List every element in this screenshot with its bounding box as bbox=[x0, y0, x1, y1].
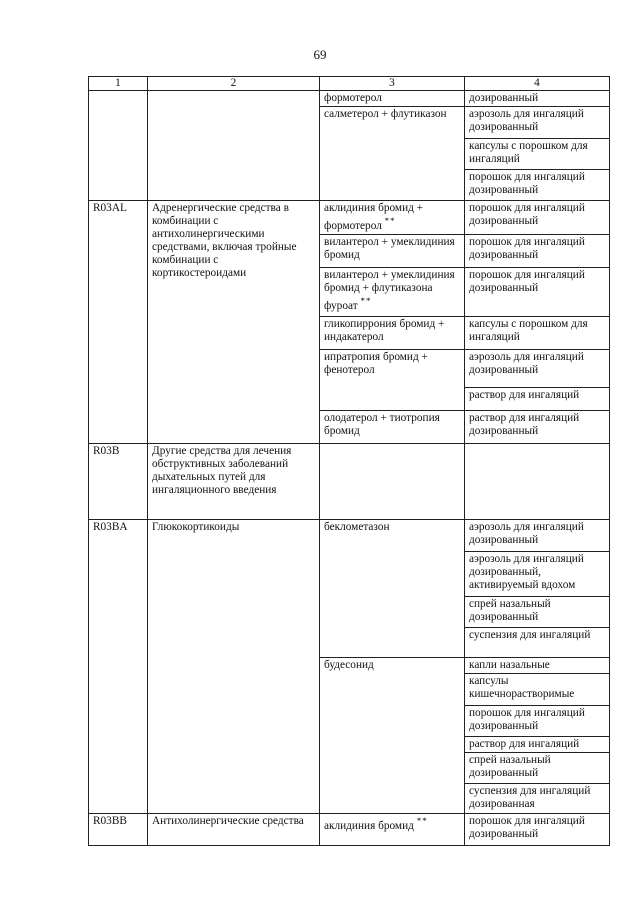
dosage-form-cell: капсулы кишечнорастворимые bbox=[465, 674, 610, 706]
footnote-mark: ** bbox=[416, 816, 428, 826]
table-header-row bbox=[89, 77, 610, 91]
column-header: 2 bbox=[148, 77, 320, 91]
dosage-form-cell: аэрозоль для ингаляций дозированный bbox=[465, 350, 610, 388]
dosage-form-cell: раствор для ингаляций дозированный bbox=[465, 411, 610, 444]
code-cell bbox=[89, 91, 148, 201]
dosage-form-cell: аэрозоль для ингаляций дозированный bbox=[465, 107, 610, 139]
dosage-form-cell: суспензия для ингаляций bbox=[465, 628, 610, 658]
dosage-form-cell: раствор для ингаляций bbox=[465, 737, 610, 753]
dosage-form-cell: порошок для ингаляций дозированный bbox=[465, 706, 610, 737]
drug-name-cell bbox=[320, 444, 465, 520]
code-cell: R03B bbox=[89, 444, 148, 520]
dosage-form-cell: порошок для ингаляций дозированный bbox=[465, 170, 610, 201]
group-cell: Антихолинергические средства bbox=[148, 814, 320, 846]
group-cell: Другие средства для лечения обструктивных заболеваний дыхательных путей для ингаляционного введения bbox=[148, 444, 320, 520]
group-cell bbox=[148, 91, 320, 201]
drug-name-cell bbox=[320, 201, 465, 235]
table-row bbox=[89, 444, 610, 520]
dosage-form-cell: порошок для ингаляций дозированный bbox=[465, 814, 610, 846]
drug-name: аклидиния бромид bbox=[324, 819, 414, 832]
group-cell: Глюкокортикоиды bbox=[148, 520, 320, 814]
dosage-form-cell: спрей назальный дозированный bbox=[465, 597, 610, 628]
code-cell: R03BB bbox=[89, 814, 148, 846]
drug-name: аклидиния бромид + формотерол bbox=[324, 202, 424, 232]
dosage-form-cell: капли назальные bbox=[465, 658, 610, 674]
drug-name-cell: ипратропия бромид + фенотерол bbox=[320, 350, 465, 411]
dosage-form-cell: аэрозоль для ингаляций дозированный bbox=[465, 520, 610, 552]
dosage-form-cell: раствор для ингаляций bbox=[465, 388, 610, 411]
code-cell: R03AL bbox=[89, 201, 148, 444]
drug-name-cell bbox=[320, 268, 465, 317]
page-number: 69 bbox=[313, 47, 327, 62]
dosage-form-cell: спрей назальный дозированный bbox=[465, 753, 610, 784]
code-cell: R03BA bbox=[89, 520, 148, 814]
drug-name-cell: вилантерол + умеклидиния бромид bbox=[320, 235, 465, 268]
drug-name-cell: олодатерол + тиотропия бромид bbox=[320, 411, 465, 444]
drug-name-cell: салметерол + флутиказон bbox=[320, 107, 465, 201]
dosage-form-cell: аэрозоль для ингаляций дозированный, активируемый вдохом bbox=[465, 552, 610, 597]
dosage-form-cell: капсулы с порошком для ингаляций bbox=[465, 139, 610, 170]
drug-name-cell: будесонид bbox=[320, 658, 465, 814]
dosage-form-cell bbox=[465, 444, 610, 520]
drug-classification-table bbox=[88, 76, 610, 846]
footnote-mark: ** bbox=[384, 216, 396, 226]
table-row bbox=[89, 520, 610, 552]
drug-name-cell: беклометазон bbox=[320, 520, 465, 658]
column-header: 1 bbox=[89, 77, 148, 91]
dosage-form-cell: порошок для ингаляций дозированный bbox=[465, 235, 610, 268]
table-row bbox=[89, 201, 610, 235]
dosage-form-cell: порошок для ингаляций дозированный bbox=[465, 201, 610, 235]
column-header: 3 bbox=[320, 77, 465, 91]
drug-name-cell: формотерол bbox=[320, 91, 465, 107]
dosage-form-cell: капсулы с порошком для ингаляций bbox=[465, 317, 610, 350]
table-row bbox=[89, 814, 610, 846]
group-cell: Адренергические средства в комбинации с антихолинергическими средствами, включая тройные комбинации с кортикостероидами bbox=[148, 201, 320, 444]
drug-name: вилантерол + умеклидиния бромид + флутиказона фуроат bbox=[324, 269, 455, 312]
dosage-form-cell: суспензия для ингаляций дозированная bbox=[465, 784, 610, 814]
table-row bbox=[89, 91, 610, 107]
column-header: 4 bbox=[465, 77, 610, 91]
dosage-form-cell: порошок для ингаляций дозированный bbox=[465, 268, 610, 317]
drug-name-cell bbox=[320, 814, 465, 846]
footnote-mark: ** bbox=[360, 296, 372, 306]
dosage-form-cell: дозированный bbox=[465, 91, 610, 107]
drug-name-cell: гликопиррония бромид + индакатерол bbox=[320, 317, 465, 350]
